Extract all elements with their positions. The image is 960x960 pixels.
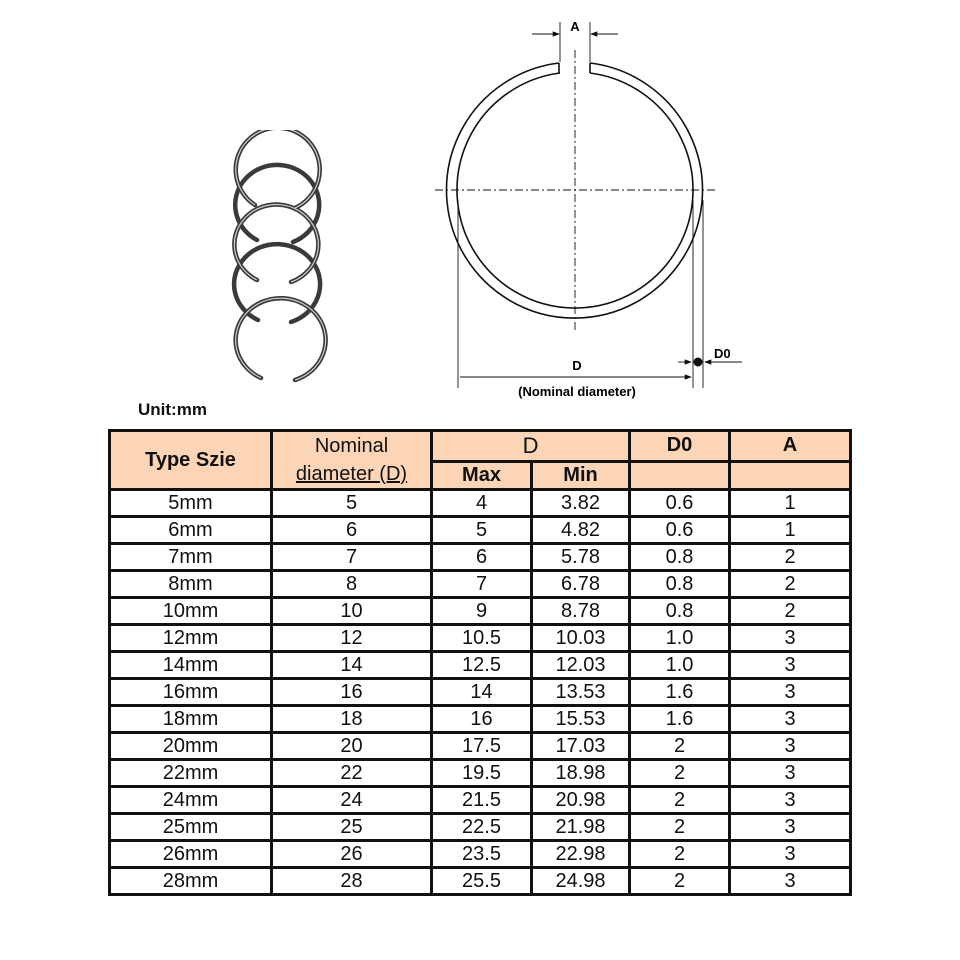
cell-nominal: 12 — [272, 625, 432, 652]
header-d-min: Min — [532, 461, 630, 489]
cell-nominal: 18 — [272, 706, 432, 733]
cell-max: 5 — [432, 517, 532, 544]
cell-min: 21.98 — [532, 814, 630, 841]
cell-a: 3 — [730, 841, 851, 868]
cell-nominal: 28 — [272, 868, 432, 895]
cell-max: 19.5 — [432, 760, 532, 787]
cell-type: 8mm — [110, 571, 272, 598]
diameter-label: D — [572, 358, 582, 373]
table-row — [110, 598, 851, 625]
cell-min: 13.53 — [532, 679, 630, 706]
table-row — [110, 841, 851, 868]
cell-d0: 0.8 — [630, 598, 730, 625]
cell-d0: 2 — [630, 760, 730, 787]
cell-max: 4 — [432, 490, 532, 517]
cell-min: 3.82 — [532, 490, 630, 517]
cell-nominal: 6 — [272, 517, 432, 544]
header-d-max: Max — [432, 461, 532, 489]
cell-d0: 1.6 — [630, 706, 730, 733]
cell-type: 12mm — [110, 625, 272, 652]
cell-d0: 2 — [630, 841, 730, 868]
table-row — [110, 517, 851, 544]
cell-max: 21.5 — [432, 787, 532, 814]
cell-type: 26mm — [110, 841, 272, 868]
header-d: D — [432, 431, 630, 462]
cell-nominal: 8 — [272, 571, 432, 598]
header-d0-blank — [630, 461, 730, 489]
ring-dimension-diagram — [420, 0, 760, 410]
cell-a: 1 — [730, 490, 851, 517]
cell-type: 14mm — [110, 652, 272, 679]
cell-type: 25mm — [110, 814, 272, 841]
cell-nominal: 25 — [272, 814, 432, 841]
cell-d0: 0.6 — [630, 490, 730, 517]
cell-min: 18.98 — [532, 760, 630, 787]
cell-a: 2 — [730, 571, 851, 598]
header-type-size: Type Szie — [110, 431, 272, 490]
cell-type: 28mm — [110, 868, 272, 895]
cell-nominal: 16 — [272, 679, 432, 706]
cell-type: 24mm — [110, 787, 272, 814]
cell-max: 17.5 — [432, 733, 532, 760]
cell-nominal: 24 — [272, 787, 432, 814]
cell-a: 3 — [730, 706, 851, 733]
cell-nominal: 5 — [272, 490, 432, 517]
spec-table — [108, 429, 852, 896]
cell-min: 15.53 — [532, 706, 630, 733]
cell-type: 6mm — [110, 517, 272, 544]
cell-max: 23.5 — [432, 841, 532, 868]
cell-a: 3 — [730, 760, 851, 787]
cell-nominal: 20 — [272, 733, 432, 760]
cell-a: 3 — [730, 652, 851, 679]
cell-min: 24.98 — [532, 868, 630, 895]
unit-label: Unit:mm — [138, 400, 207, 419]
table-row — [110, 733, 851, 760]
cell-type: 22mm — [110, 760, 272, 787]
cell-a: 3 — [730, 868, 851, 895]
diameter-caption: (Nominal diameter) — [518, 384, 636, 399]
cell-max: 14 — [432, 679, 532, 706]
cell-min: 4.82 — [532, 517, 630, 544]
cell-d0: 2 — [630, 733, 730, 760]
header-nominal-line1: Nominal — [314, 435, 389, 457]
cell-a: 2 — [730, 598, 851, 625]
cell-max: 12.5 — [432, 652, 532, 679]
cell-d0: 1.0 — [630, 625, 730, 652]
table-row — [110, 544, 851, 571]
header-d0: D0 — [630, 431, 730, 462]
cell-a: 2 — [730, 544, 851, 571]
cell-max: 7 — [432, 571, 532, 598]
cell-type: 20mm — [110, 733, 272, 760]
ring-1 — [236, 130, 320, 208]
header-nominal-line2: diameter (D) — [295, 463, 408, 485]
cell-max: 25.5 — [432, 868, 532, 895]
cell-a: 1 — [730, 517, 851, 544]
cell-d0: 2 — [630, 787, 730, 814]
table-row — [110, 652, 851, 679]
table-row — [110, 814, 851, 841]
cell-a: 3 — [730, 679, 851, 706]
cell-min: 17.03 — [532, 733, 630, 760]
table-row — [110, 679, 851, 706]
gap-label: A — [570, 19, 580, 34]
cell-d0: 2 — [630, 814, 730, 841]
cell-type: 10mm — [110, 598, 272, 625]
cell-min: 10.03 — [532, 625, 630, 652]
cell-max: 22.5 — [432, 814, 532, 841]
cell-min: 5.78 — [532, 544, 630, 571]
cell-d0: 0.6 — [630, 517, 730, 544]
cell-a: 3 — [730, 814, 851, 841]
cell-nominal: 10 — [272, 598, 432, 625]
cell-nominal: 14 — [272, 652, 432, 679]
header-a-blank — [730, 461, 851, 489]
cell-type: 7mm — [110, 544, 272, 571]
cell-max: 6 — [432, 544, 532, 571]
cell-d0: 1.0 — [630, 652, 730, 679]
table-row — [110, 490, 851, 517]
cell-min: 6.78 — [532, 571, 630, 598]
table-row — [110, 868, 851, 895]
cell-min: 8.78 — [532, 598, 630, 625]
table-row — [110, 571, 851, 598]
rings-photo — [225, 130, 345, 390]
wire-label: D0 — [714, 346, 731, 361]
cell-min: 12.03 — [532, 652, 630, 679]
table-row — [110, 625, 851, 652]
table-row — [110, 706, 851, 733]
cell-nominal: 26 — [272, 841, 432, 868]
cell-d0: 0.8 — [630, 571, 730, 598]
cell-nominal: 22 — [272, 760, 432, 787]
wire-dot-icon — [694, 358, 703, 367]
cell-a: 3 — [730, 733, 851, 760]
cell-d0: 1.6 — [630, 679, 730, 706]
table-row — [110, 787, 851, 814]
cell-min: 20.98 — [532, 787, 630, 814]
cell-type: 16mm — [110, 679, 272, 706]
table-row — [110, 760, 851, 787]
cell-max: 10.5 — [432, 625, 532, 652]
header-nominal — [272, 431, 432, 490]
cell-type: 18mm — [110, 706, 272, 733]
cell-nominal: 7 — [272, 544, 432, 571]
header-a: A — [730, 431, 851, 462]
cell-a: 3 — [730, 625, 851, 652]
cell-max: 9 — [432, 598, 532, 625]
cell-d0: 2 — [630, 868, 730, 895]
cell-min: 22.98 — [532, 841, 630, 868]
cell-max: 16 — [432, 706, 532, 733]
cell-a: 3 — [730, 787, 851, 814]
cell-d0: 0.8 — [630, 544, 730, 571]
cell-type: 5mm — [110, 490, 272, 517]
